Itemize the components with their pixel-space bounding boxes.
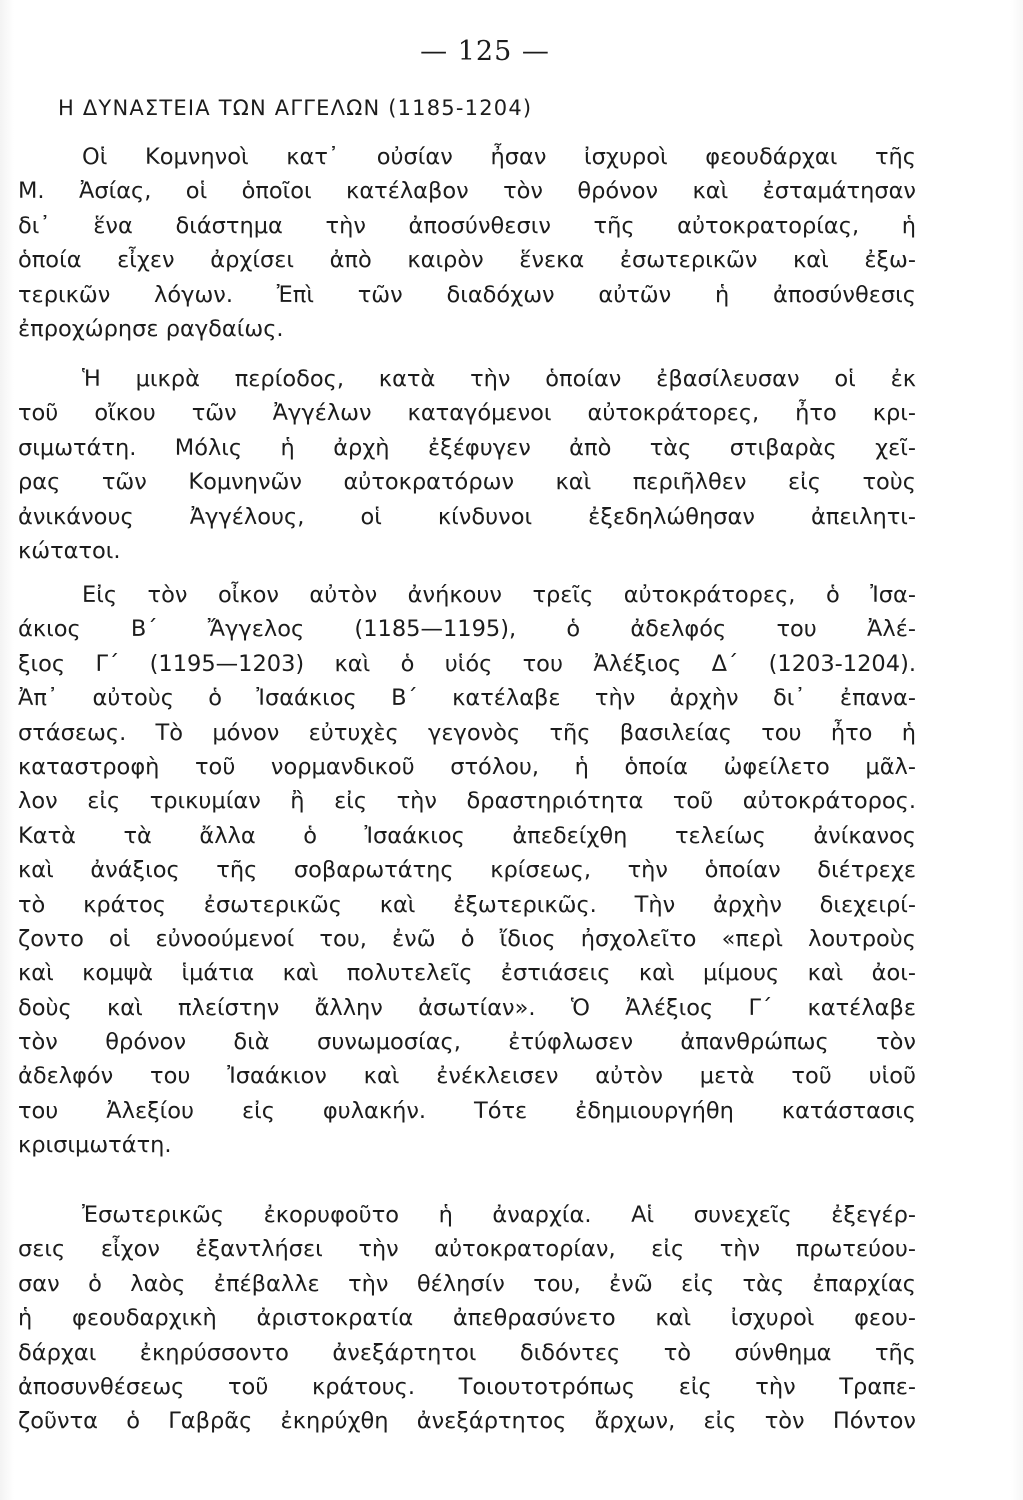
text-line: δάρχαι ἐκηρύσσοντο ἀνεξάρτητοι διδόντες τὸ σύνθημα τῆς: [18, 1339, 916, 1366]
text-line: λον εἰς τρικυμίαν ἢ εἰς τὴν δραστηριότητα τοῦ αὐτοκράτορος.: [18, 788, 916, 815]
text-line: Ἡ μικρὰ περίοδος, κατὰ τὴν ὁποίαν ἐβασίλευσαν οἱ ἐκ: [82, 366, 916, 392]
section-heading: Η ΔΥΝΑΣΤΕΙΑ ΤΩΝ ΑΓΓΕΛΩΝ (1185-1204): [58, 96, 533, 120]
text-line: δι᾿ ἕνα διάστημα τὴν ἀποσύνθεσιν τῆς αὐτοκρατορίας, ἡ: [18, 212, 916, 239]
text-line: σαν ὁ λαὸς ἐπέβαλλε τὴν θέλησίν του, ἐνῶ εἰς τὰς ἐπαρχίας: [18, 1270, 916, 1297]
paragraph-3: [18, 578, 916, 1163]
text-line: καὶ κομψὰ ἱμάτια καὶ πολυτελεῖς ἐστιάσεις καὶ μίμους καὶ ἀοι-: [18, 960, 916, 987]
text-line: άκιος Β΄ Ἄγγελος (1185—1195), ὁ ἀδελφός του Ἀλέ-: [18, 616, 916, 643]
text-line: τοῦ οἴκου τῶν Ἀγγέλων καταγόμενοι αὐτοκράτορες, ἦτο κρι-: [18, 400, 916, 427]
text-line: Μ. Ἀσίας, οἱ ὁποῖοι κατέλαβον τὸν θρόνον καὶ ἐσταμάτησαν: [18, 178, 916, 205]
text-line: δοὺς καὶ πλείστην ἄλλην ἀσωτίαν». Ὁ Ἀλέξιος Γ΄ κατέλαβε: [18, 994, 916, 1021]
text-line: κρισιμωτάτη.: [18, 1132, 172, 1159]
text-line: τὸ κράτος ἐσωτερικῶς καὶ ἐξωτερικῶς. Τὴν ἀρχὴν διεχειρί-: [18, 891, 916, 918]
paragraph-1: [18, 140, 916, 346]
text-line: ζοῦντα ὁ Γαβρᾶς ἐκηρύχθη ἀνεξάρτητος ἄρχων, εἰς τὸν Πόντον: [18, 1408, 916, 1435]
text-line: τὸν θρόνον διὰ συνωμοσίας, ἐτύφλωσεν ἀπανθρώπως τὸν: [18, 1029, 916, 1056]
text-line: του Ἀλεξίου εἰς φυλακήν. Τότε ἐδημιουργήθη κατάστασις: [18, 1097, 916, 1124]
text-line: ἀδελφόν του Ἰσαάκιον καὶ ἐνέκλεισεν αὐτὸν μετὰ τοῦ υἱοῦ: [18, 1063, 916, 1090]
text-line: Εἰς τὸν οἶκον αὐτὸν ἀνήκουν τρεῖς αὐτοκράτορες, ὁ Ἰσα-: [82, 582, 916, 608]
page-number: — 125 —: [420, 36, 550, 67]
paragraph-2: [18, 362, 916, 568]
text-line: ξιος Γ΄ (1195—1203) καὶ ὁ υἱός του Ἀλέξιος Δ΄ (1203-1204).: [18, 650, 916, 677]
text-line: κώτατοι.: [18, 537, 121, 564]
text-line: ὁποία εἶχεν ἀρχίσει ἀπὸ καιρὸν ἕνεκα ἐσωτερικῶν καὶ ἐξω-: [18, 247, 916, 274]
text-line: Οἱ Κομνηνοὶ κατ᾿ οὐσίαν ἦσαν ἰσχυροὶ φεουδάρχαι τῆς: [82, 144, 916, 170]
text-line: ζοντο οἱ εὐνοούμενοί του, ἐνῶ ὁ ἴδιος ἠσχολεῖτο «περὶ λουτροὺς: [18, 925, 916, 952]
text-line: ρας τῶν Κομνηνῶν αὐτοκρατόρων καὶ περιῆλθεν εἰς τοὺς: [18, 469, 916, 496]
text-line: σεις εἶχον ἐξαντλήσει τὴν αὐτοκρατορίαν, εἰς τὴν πρωτεύου-: [18, 1236, 916, 1263]
text-line: Κατὰ τὰ ἄλλα ὁ Ἰσαάκιος ἀπεδείχθη τελείως ἀνίκανος: [18, 822, 916, 849]
text-line: ἀποσυνθέσεως τοῦ κράτους. Τοιουτοτρόπως εἰς τὴν Τραπε-: [18, 1373, 916, 1400]
text-line: ἡ φεουδαρχικὴ ἀριστοκρατία ἀπεθρασύνετο καὶ ἰσχυροὶ φεου-: [18, 1305, 916, 1332]
text-line: καὶ ἀνάξιος τῆς σοβαρωτάτης κρίσεως, τὴν ὁποίαν διέτρεχε: [18, 857, 916, 884]
text-line: ἐπροχώρησε ραγδαίως.: [18, 315, 284, 342]
text-line: καταστροφὴ τοῦ νορμανδικοῦ στόλου, ἡ ὁποία ὠφείλετο μᾶλ-: [18, 753, 916, 780]
text-line: ἀνικάνους Ἀγγέλους, οἱ κίνδυνοι ἐξεδηλώθησαν ἀπειλητι-: [18, 503, 916, 530]
text-line: τερικῶν λόγων. Ἐπὶ τῶν διαδόχων αὐτῶν ἡ ἀποσύνθεσις: [18, 281, 916, 308]
text-line: στάσεως. Τὸ μόνον εὐτυχὲς γεγονὸς τῆς βασιλείας του ἦτο ἡ: [18, 719, 916, 746]
paragraph-4: [18, 1198, 916, 1439]
text-line: Ἐσωτερικῶς ἐκορυφοῦτο ἡ ἀναρχία. Αἱ συνεχεῖς ἐξεγέρ-: [82, 1202, 916, 1228]
text-line: σιμωτάτη. Μόλις ἡ ἀρχὴ ἐξέφυγεν ἀπὸ τὰς στιβαρὰς χεῖ-: [18, 434, 916, 461]
text-line: Ἀπ᾿ αὐτοὺς ὁ Ἰσαάκιος Β΄ κατέλαβε τὴν ἀρχὴν δι᾿ ἐπανα-: [18, 685, 916, 712]
